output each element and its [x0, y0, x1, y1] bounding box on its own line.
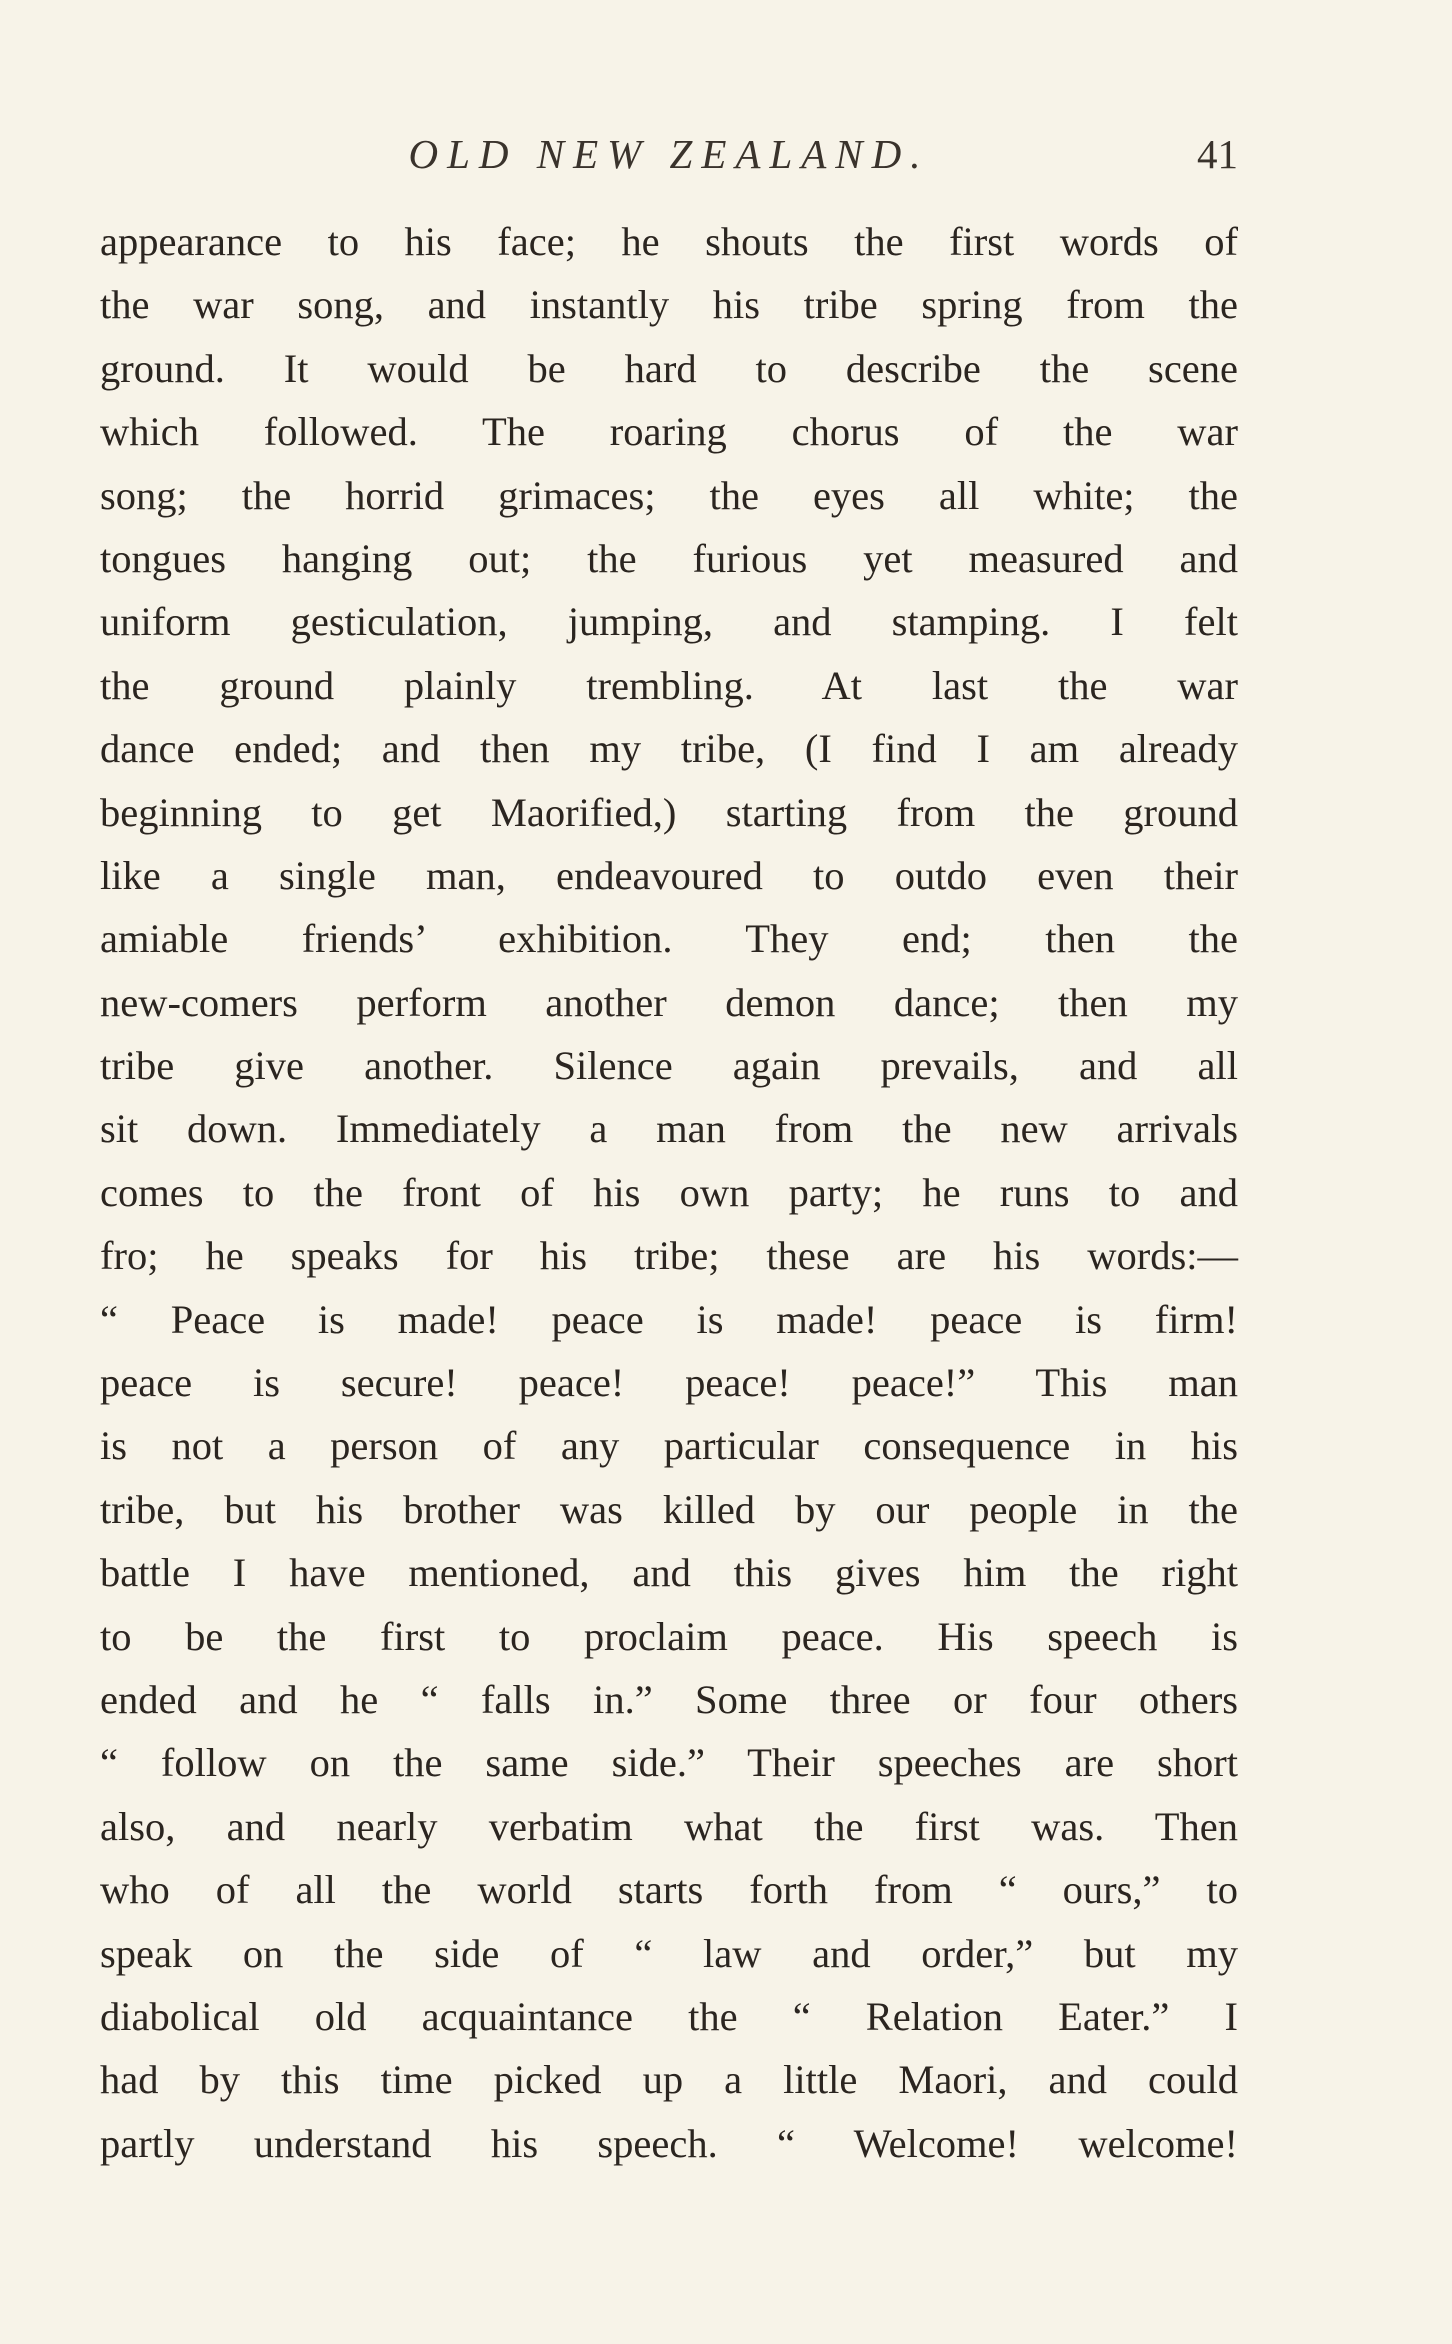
- text-line: “ Peace is made! peace is made! peace is firm!: [100, 1296, 1238, 1342]
- text-line: tribe, but his brother was killed by our people in the: [100, 1486, 1238, 1532]
- text-line: sit down. Immediately a man from the new arrivals: [100, 1106, 1238, 1152]
- text-line: also, and nearly verbatim what the first was. Then: [100, 1803, 1238, 1849]
- text-line: the ground plainly trembling. At last the war: [100, 662, 1238, 708]
- text-line: the war song, and instantly his tribe spring from the: [100, 282, 1238, 328]
- text-line: like a single man, endeavoured to outdo even their: [100, 852, 1238, 898]
- text-line: new-comers perform another demon dance; then my: [100, 979, 1238, 1025]
- page-number: 41: [1197, 131, 1238, 177]
- text-line: tribe give another. Silence again prevails, and all: [100, 1043, 1238, 1089]
- running-head: [100, 126, 1238, 182]
- body-text: [100, 210, 1238, 2175]
- text-line: diabolical old acquaintance the “ Relation Eater.” I: [100, 1993, 1238, 2039]
- text-line: peace is secure! peace! peace! peace!” This man: [100, 1360, 1238, 1406]
- text-line: battle I have mentioned, and this gives him the right: [100, 1550, 1238, 1596]
- text-line: ground. It would be hard to describe the scene: [100, 345, 1238, 391]
- text-line: song; the horrid grimaces; the eyes all white; the: [100, 472, 1238, 518]
- text-line: who of all the world starts forth from “ ours,” to: [100, 1867, 1238, 1913]
- text-line: speak on the side of “ law and order,” but my: [100, 1930, 1238, 1976]
- text-line: dance ended; and then my tribe, (I find I am already: [100, 726, 1238, 772]
- text-line: appearance to his face; he shouts the first words of: [100, 219, 1238, 264]
- text-line: partly understand his speech. “ Welcome! welcome!: [100, 2120, 1238, 2166]
- text-line: fro; he speaks for his tribe; these are his words:—: [100, 1233, 1238, 1279]
- text-line: had by this time picked up a little Maori, and could: [100, 2057, 1238, 2103]
- text-line: uniform gesticulation, jumping, and stamping. I felt: [100, 599, 1238, 645]
- running-title: OLD NEW ZEALAND.: [408, 131, 930, 177]
- text-line: to be the first to proclaim peace. His speech is: [100, 1613, 1238, 1659]
- text-line: comes to the front of his own party; he runs to and: [100, 1169, 1238, 1215]
- text-line: is not a person of any particular consequence in his: [100, 1423, 1238, 1469]
- text-line: amiable friends’ exhibition. They end; then the: [100, 916, 1238, 962]
- text-line: which followed. The roaring chorus of the war: [100, 409, 1238, 455]
- text-line: ended and he “ falls in.” Some three or four others: [100, 1676, 1238, 1722]
- text-line: tongues hanging out; the furious yet measured and: [100, 535, 1238, 581]
- text-line: beginning to get Maorified,) starting from the ground: [100, 789, 1238, 835]
- text-line: “ follow on the same side.” Their speeches are short: [100, 1740, 1238, 1786]
